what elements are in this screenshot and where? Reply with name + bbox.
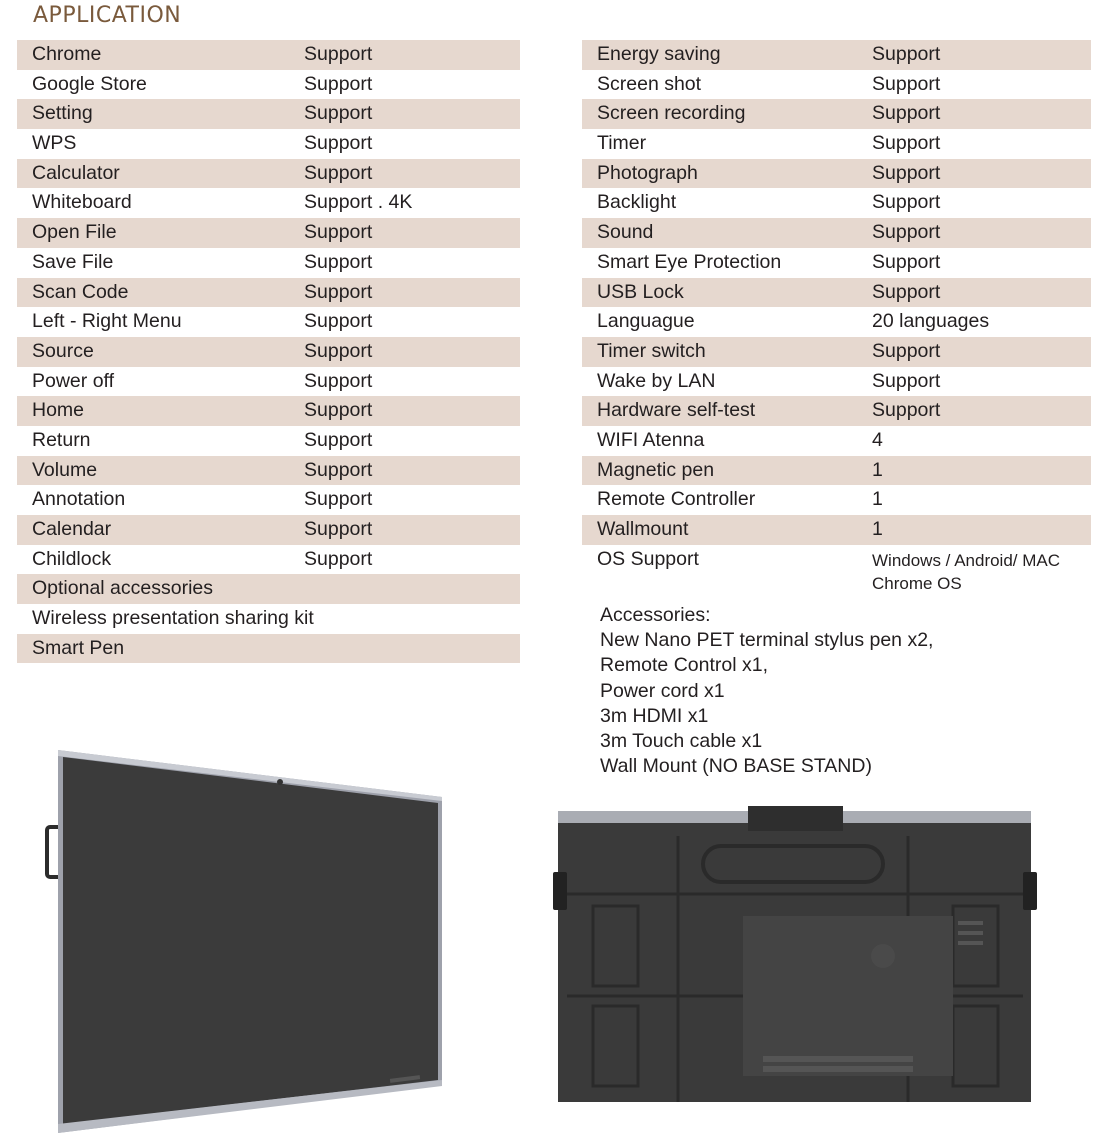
spec-value: Support [304,280,373,303]
spec-name: Hardware self-test [597,399,756,422]
spec-value: Support [872,369,941,392]
spec-name: Photograph [597,161,698,184]
spec-name: Home [32,399,85,422]
spec-name: Magnetic pen [597,458,715,481]
spec-row [582,99,1091,129]
spec-row [17,40,520,70]
spec-name: Setting [32,102,93,125]
spec-row [17,396,520,426]
spec-value: Support [872,191,941,214]
camera-icon [277,779,283,785]
spec-value: 1 [872,458,883,481]
spec-value: Support [304,518,373,540]
spec-value: Support [872,221,941,244]
spec-name: Screen shot [597,72,702,95]
spec-value: Windows / Android/ MAC Chrome OS [872,550,1061,593]
spec-name: Languague [597,310,695,333]
display-screen [63,757,438,1124]
spec-name: Sound [597,221,654,244]
accessories-list [600,603,933,779]
spec-name: Annotation [32,488,126,511]
spec-row [17,248,520,278]
spec-value: Support [872,339,941,362]
spec-value: Support [304,72,373,95]
spec-name: Left - Right Menu [32,310,182,333]
spec-row [17,545,520,575]
display-back-image [553,806,1038,1104]
spec-value: Support [304,250,373,273]
spec-row [17,634,520,664]
spec-name: OS Support [597,547,699,570]
spec-name: Scan Code [32,280,129,303]
spec-row [17,159,520,189]
spec-row [17,307,520,337]
spec-name: Smart Pen [32,636,125,659]
spec-value: Support [872,72,941,95]
spec-value: Support [304,161,373,184]
spec-value: Support [304,339,373,362]
spec-row [17,574,520,604]
spec-row [17,456,520,486]
spec-name: Energy saving [597,43,721,65]
spec-name: Timer [597,132,647,155]
accessories-heading: Accessories: [600,604,711,626]
spec-value: 1 [872,488,883,511]
section-title: APPLICATION [33,3,182,28]
spec-row [17,515,520,545]
spec-name: USB Lock [597,280,684,303]
spec-name: Wake by LAN [597,369,716,392]
spec-row [17,604,520,634]
spec-row [582,278,1091,308]
accessory-item: Power cord x1 [600,679,725,702]
spec-name: Calculator [32,161,120,184]
spec-row [17,426,520,456]
spec-value: Support [872,161,941,184]
spec-row [17,99,520,129]
spec-name: Whiteboard [32,191,132,214]
spec-value: Support [304,102,373,125]
spec-name: Source [32,339,94,362]
spec-name: Calendar [32,518,112,540]
right-handle [1023,872,1037,910]
spec-row [582,248,1091,278]
spec-row [17,188,520,218]
spec-value: Support [304,488,373,511]
spec-value: Support [304,428,373,451]
spec-value: Support [304,221,373,244]
spec-row [582,218,1091,248]
spec-name: Volume [32,458,98,481]
spec-value: Support [304,310,373,333]
spec-row [582,456,1091,486]
spec-row [17,485,520,515]
spec-value: Support [304,132,373,155]
spec-value: Support [304,43,373,65]
spec-value: Support [872,102,941,125]
spec-row [582,188,1091,218]
spec-name: Backlight [597,191,677,214]
spec-row [582,70,1091,100]
spec-value: 20 languages [872,310,990,333]
spec-row [582,485,1091,515]
spec-row [582,515,1091,545]
spec-name: Save File [32,250,114,273]
accessory-item: Wall Mount (NO BASE STAND) [600,755,872,778]
spec-name: Wireless presentation sharing kit [32,607,314,630]
spec-row [582,545,1091,604]
accessory-item: New Nano PET terminal stylus pen x2, [600,629,934,652]
spec-name: Remote Controller [597,488,756,511]
display-front-image [40,745,450,1137]
spec-name: Wallmount [597,518,689,540]
spec-value: Support [872,250,941,273]
spec-name: Childlock [32,547,112,570]
spec-value: Support [304,399,373,422]
spec-name: Return [32,428,91,451]
spec-row [582,396,1091,426]
spec-name: Screen recording [597,102,746,125]
spec-name: Timer switch [597,339,706,362]
spec-value: Support [872,132,941,155]
accessory-item: Remote Control x1, [600,654,768,677]
spec-value: Support . 4K [304,191,413,214]
right-spec-table [582,40,1091,604]
spec-row [17,278,520,308]
spec-row [17,337,520,367]
spec-row [582,426,1091,456]
spec-value: 4 [872,428,883,451]
spec-row [17,218,520,248]
spec-name: Power off [32,369,115,392]
spec-name: WIFI Atenna [597,428,705,451]
spec-row [17,367,520,397]
spec-row [582,307,1091,337]
spec-name: Open File [32,221,117,244]
spec-name: Optional accessories [32,577,214,600]
spec-row [582,367,1091,397]
spec-name: Smart Eye Protection [597,250,782,273]
spec-value: Support [304,458,373,481]
spec-value: Support [304,547,373,570]
spec-row [17,70,520,100]
spec-name: WPS [32,132,77,155]
left-handle [553,872,567,910]
spec-name: Google Store [32,72,147,95]
spec-row [582,129,1091,159]
spec-row [582,337,1091,367]
spec-value: Support [872,280,941,303]
spec-value: Support [304,369,373,392]
spec-value: Support [872,399,941,422]
spec-row [582,40,1091,70]
spec-row [17,129,520,159]
accessory-item: 3m Touch cable x1 [600,730,763,753]
spec-value: 1 [872,518,883,540]
spec-value: Support [872,43,941,65]
accessory-item: 3m HDMI x1 [600,704,709,727]
spec-name: Chrome [32,43,102,65]
left-spec-table [17,40,520,663]
spec-row [582,159,1091,189]
